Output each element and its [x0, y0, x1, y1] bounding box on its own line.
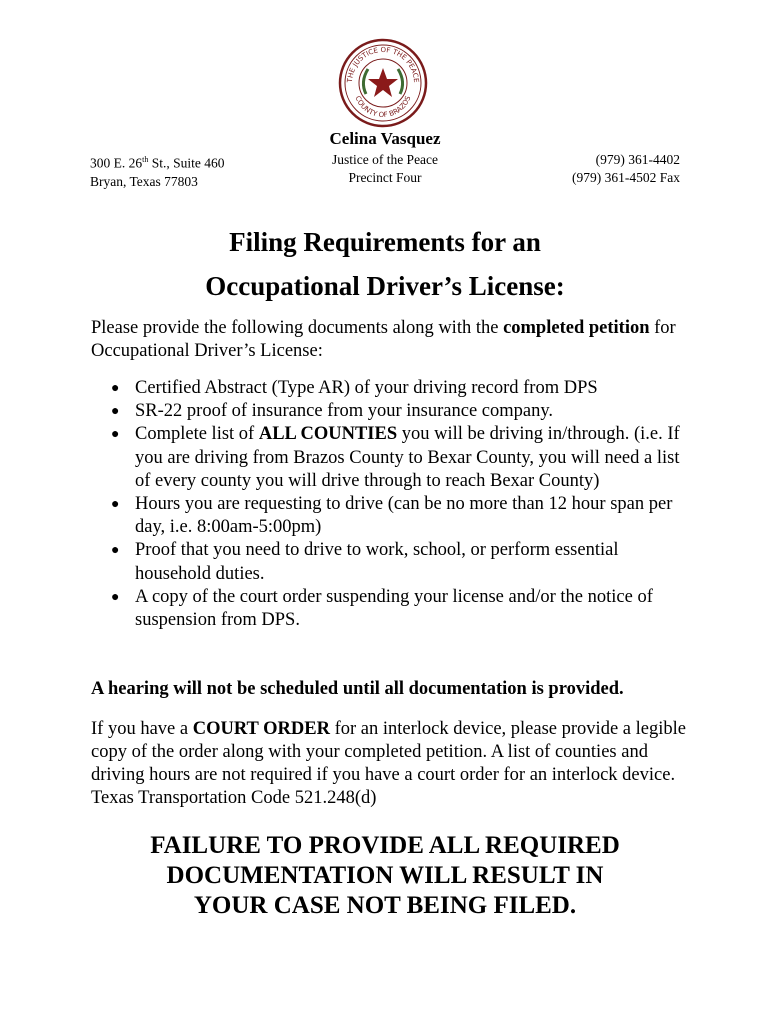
list-item: ● Certified Abstract (Type AR) of your driving record from DPS	[91, 377, 691, 400]
bullet-icon: ●	[111, 381, 120, 396]
court-office: Justice of the Peace Precinct Four	[331, 152, 439, 185]
phone-number: (979) 361-4402	[595, 152, 680, 167]
failure-warning: FAILURE TO PROVIDE ALL REQUIRED DOCUMENTATION WILL RESULT IN YOUR CASE NOT BEING FILED.	[150, 832, 620, 919]
list-item: ● Complete list of ALL COUNTIES you will be driving in/through. (i.e. If you are driving from Brazos County to Bexar County, you will need a list of every county you will drive through to reach Bexar County)	[111, 424, 680, 491]
court-contact	[572, 151, 680, 187]
list-item: ● SR-22 proof of insurance from your insurance company.	[91, 400, 691, 423]
bullet-icon: ●	[111, 427, 120, 443]
hearing-notice: A hearing will not be scheduled until all documentation is provided.	[91, 679, 624, 699]
list-item: ● Hours you are requesting to drive (can be no more than 12 hour span per day, i.e. 8:00am-5:00pm)	[111, 494, 673, 538]
svg-text:COUNTY OF BRAZOS: COUNTY OF BRAZOS	[353, 94, 413, 120]
bullet-icon: ●	[111, 543, 120, 559]
list-item: ● A copy of the court order suspending your license and/or the notice of suspension from DPS.	[111, 586, 653, 631]
fax-number: (979) 361-4502 Fax	[572, 170, 680, 185]
court-seal-logo	[338, 38, 428, 128]
bullet-icon: ●	[111, 497, 120, 513]
svg-text:THE JUSTICE OF THE PEACE: THE JUSTICE OF THE PEACE	[345, 45, 421, 83]
court-address: 300 E. 26th St., Suite 460 Bryan, Texas 77803	[90, 155, 225, 189]
intro-paragraph: Please provide the following documents along with the completed petition for Occupational Driver’s License:	[91, 318, 676, 361]
judge-name: Celina Vasquez	[329, 129, 441, 148]
bullet-icon: ●	[111, 404, 120, 420]
court-order-paragraph: If you have a COURT ORDER for an interlock device, please provide a legible copy of the order along with your completed petition. A list of counties and driving hours are not required if you have a court order for an interlock device. Texas Transportation Code 521.248(d)	[91, 719, 686, 808]
requirements-list	[91, 377, 691, 632]
page-title: Filing Requirements for an Occupational Driver’s License:	[205, 227, 565, 301]
list-item: ● Proof that you need to drive to work, school, or perform essential household duties.	[111, 540, 619, 584]
bullet-icon: ●	[111, 589, 120, 605]
